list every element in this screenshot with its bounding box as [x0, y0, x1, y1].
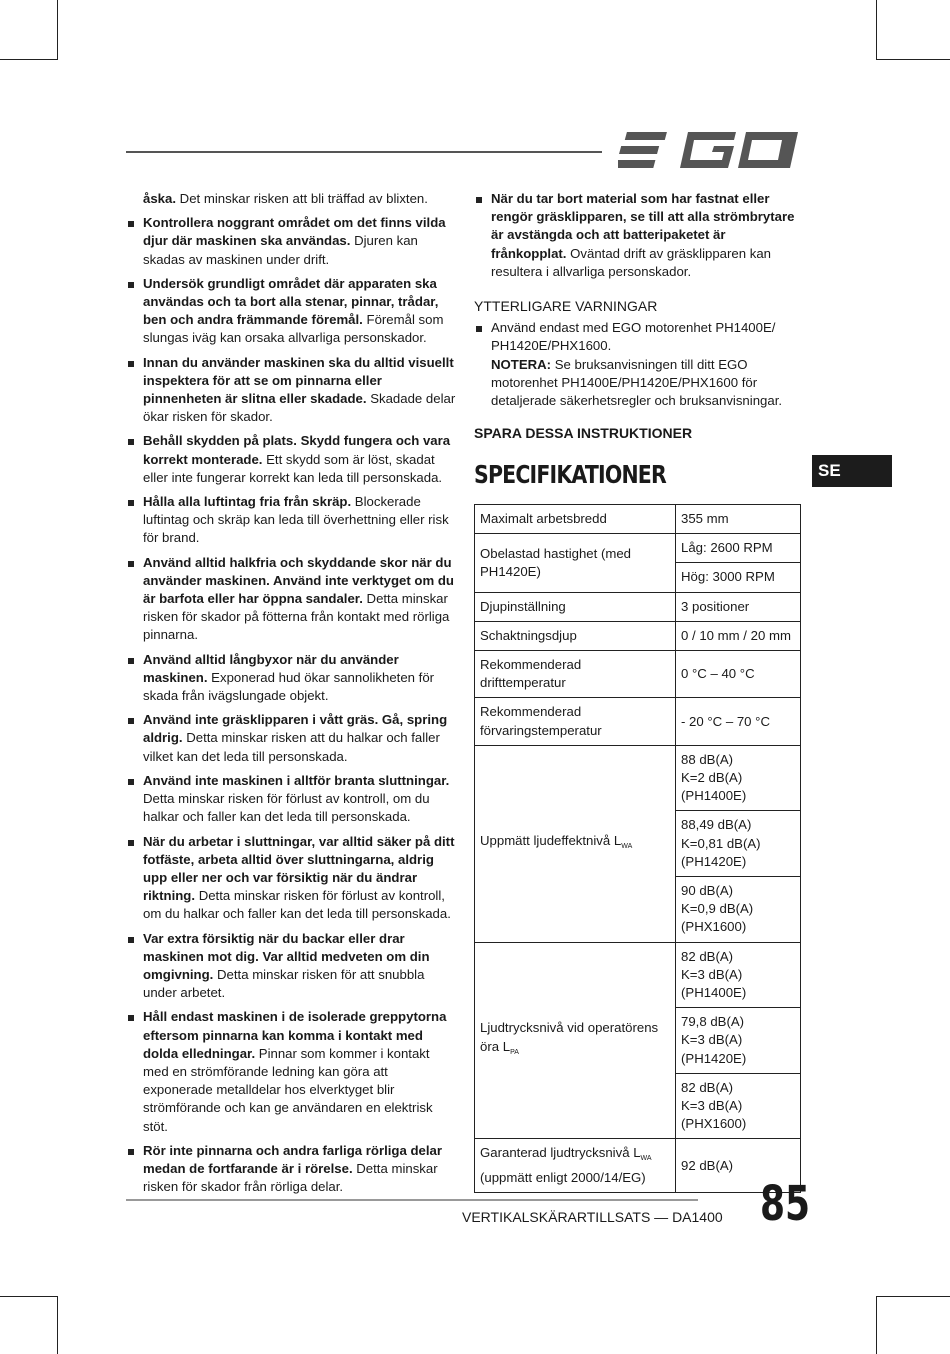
spec-value	[676, 1073, 801, 1139]
spec-value: 3 positioner	[676, 592, 801, 621]
value-line: 82 dB(A)	[681, 1079, 734, 1095]
warning-item	[126, 1142, 456, 1197]
spec-label-text: (uppmätt enligt 2000/14/EG)	[480, 1169, 646, 1185]
footer-rule	[126, 1199, 698, 1201]
warning-item	[126, 554, 456, 645]
table-row	[475, 592, 801, 621]
warning-item	[126, 1008, 456, 1135]
spec-label: Djupinställning	[475, 592, 676, 621]
value-line: K=2 dB(A)	[681, 770, 743, 786]
value-line: K=3 dB(A)	[681, 1032, 743, 1048]
warning-bold: Var extra försiktig när du backar eller drar maskinen mot dig. Var alltid medveten om din omgivning.	[143, 930, 430, 982]
crop-mark	[876, 1296, 950, 1297]
value-line: (PHX1600)	[681, 919, 747, 935]
warning-item	[126, 930, 456, 1003]
left-column	[126, 190, 456, 1202]
spec-value	[676, 745, 801, 811]
warning-text: Oväntad drift av gräsklipparen kan resultera i allvarliga personskador.	[491, 245, 771, 279]
spec-label-text: Garanterad ljudtrycksnivå L	[480, 1145, 641, 1161]
warning-item	[126, 214, 456, 269]
spec-value: - 20 °C – 70 °C	[676, 698, 801, 745]
table-row	[475, 505, 801, 534]
warning-bold: Håll endast maskinen i de isolerade greppytorna eftersom pinnarna kan komma i kontakt med dolda elledningar.	[143, 1009, 447, 1061]
warning-item	[126, 833, 456, 924]
spec-value	[676, 942, 801, 1008]
warning-item	[126, 493, 456, 548]
spec-value: 0 °C – 40 °C	[676, 651, 801, 698]
table-row	[475, 1139, 801, 1192]
warning-bold: Kontrollera noggrant området om det finns vilda djur där maskinen ska användas.	[143, 215, 446, 249]
language-tab: SE	[812, 455, 892, 487]
spec-label-text: Ljudtrycksnivå vid operatörens öra L	[480, 1020, 659, 1054]
warning-text: Skadade delar ökar risken för skador.	[143, 391, 456, 425]
spec-label: Schaktningsdjup	[475, 621, 676, 650]
crop-mark	[876, 59, 950, 60]
spec-label-sub: WA	[640, 1155, 652, 1163]
table-row	[475, 698, 801, 745]
value-line: 88 dB(A)	[681, 751, 734, 767]
table-row	[475, 942, 801, 1008]
value-line: K=3 dB(A)	[681, 966, 743, 982]
spec-label: Obelastad hastighet (med PH1420E)	[475, 534, 676, 592]
crop-mark	[57, 0, 58, 60]
right-column	[474, 190, 802, 442]
spec-label-text: Uppmätt ljudeffektnivå L	[480, 832, 622, 848]
warning-text: Använd endast med EGO motorenhet PH1400E/ PH1420E/PHX1600.	[491, 320, 776, 354]
ego-logo	[618, 128, 800, 172]
warning-item	[126, 711, 456, 766]
specifications-table	[474, 504, 801, 1193]
warning-text: Ett skydd som är löst, skadat eller inte fungerar korrekt kan leda till personskada.	[143, 451, 443, 485]
page-number: 85	[760, 1176, 811, 1232]
spec-value: 355 mm	[676, 505, 801, 534]
spec-value	[676, 1008, 801, 1074]
spec-value: Låg: 2600 RPM	[676, 534, 801, 563]
value-line: K=0,9 dB(A)	[681, 901, 754, 917]
warning-bold: När du tar bort material som har fastnat eller rengör gräsklipparen, se till att alla strömbrytare är avstängda och att batteripaketet är frånkopplat.	[491, 191, 795, 261]
value-line: 82 dB(A)	[681, 948, 734, 964]
specifications-title: SPECIFIKATIONER	[474, 460, 666, 489]
value-line: (PH1400E)	[681, 788, 747, 804]
warning-text: Pinnar som kommer i kontakt med en strömförande ledning kan göra att exponerade metalldelar hos elverktyget blir strömförande och kan ge användaren en elektrisk stöt.	[143, 1045, 433, 1134]
warning-text: Blockerade luftintag och skräp kan leda till överhettning eller risk för brand.	[143, 494, 449, 546]
warning-bold: Använd alltid långbyxor när du använder maskinen.	[143, 651, 399, 685]
value-line: 79,8 dB(A)	[681, 1014, 745, 1030]
intro-text: Det minskar risken att bli träffad av blixten.	[176, 191, 428, 206]
warning-bold: Använd inte maskinen i alltför branta sluttningar.	[143, 772, 450, 788]
spec-value: 0 / 10 mm / 20 mm	[676, 621, 801, 650]
warning-text: Föremål som slungas iväg kan orsaka allvarliga personskador.	[143, 312, 444, 346]
intro-bold: åska.	[143, 191, 177, 206]
crop-mark	[57, 1296, 58, 1354]
value-line: K=3 dB(A)	[681, 1098, 743, 1114]
warning-bold: När du arbetar i sluttningar, var alltid säker på ditt fotfäste, arbeta alltid över sluttningarna, aldrig upp eller ner och var försiktig när du ändrar riktning.	[143, 833, 455, 904]
spec-value: 92 dB(A)	[676, 1139, 801, 1192]
warning-bold: Använd inte gräsklipparen i vått gräs. Gå, spring aldrig.	[143, 712, 448, 746]
spec-label	[475, 1139, 676, 1192]
value-line: 90 dB(A)	[681, 883, 734, 899]
spec-label	[475, 745, 676, 942]
warning-bold: Behåll skydden på plats. Skydd fungera och vara korrekt monterade.	[143, 433, 451, 467]
warning-text: Detta minskar risken att du halkar och faller vilket kan det leda till personskada.	[143, 730, 440, 764]
table-row	[475, 534, 801, 563]
warning-text: Detta minskar risken för förlust av kontroll, om du halkar och faller kan det leda till personskada.	[143, 791, 430, 825]
spec-label: Rekommenderad förvaringstemperatur	[475, 698, 676, 745]
warning-text: Detta minskar risken för att snubbla under arbetet.	[143, 966, 425, 1001]
header-rule	[126, 151, 602, 153]
warning-bold: Undersök grundligt området där apparaten ska användas och ta bort alla stenar, pinnar, trådar, ben och andra främmande föremål.	[143, 275, 439, 328]
warning-item	[126, 354, 456, 427]
warning-text: Djuren kan skadas av maskinen under drift.	[143, 233, 418, 267]
table-row	[475, 651, 801, 698]
warning-item	[474, 190, 802, 281]
intro-paragraph	[126, 190, 456, 208]
value-line: (PH1420E)	[681, 1050, 747, 1066]
warning-text: Exponerad hud ökar sannolikheten för skada från ivägslungade objekt.	[143, 669, 435, 704]
table-row	[475, 621, 801, 650]
table-row	[475, 745, 801, 811]
value-line: K=0,81 dB(A)	[681, 835, 761, 851]
crop-mark	[876, 0, 877, 60]
value-line: 88,49 dB(A)	[681, 817, 752, 833]
value-line: (PHX1600)	[681, 1116, 747, 1132]
spec-label-sub: WA	[621, 842, 633, 850]
spec-value: Hög: 3000 RPM	[676, 563, 801, 592]
note-label: NOTERA:	[491, 356, 552, 372]
spec-label: Rekommenderad drifttemperatur	[475, 651, 676, 698]
warning-bold: Rör inte pinnarna och andra farliga rörliga delar medan de fortfarande är i rörelse.	[143, 1142, 442, 1176]
warning-text: Detta minskar risken för förlust av kontroll, om du halkar och faller kan det leda till personskada.	[143, 888, 451, 922]
spec-label	[475, 942, 676, 1139]
warning-item	[126, 432, 456, 487]
spec-value	[676, 877, 801, 943]
warning-item	[474, 319, 802, 410]
footer-title: VERTIKALSKÄRARTILLSATS — DA1400	[462, 1209, 723, 1225]
warning-item	[126, 772, 456, 827]
save-instructions-heading: SPARA DESSA INSTRUKTIONER	[474, 425, 693, 442]
value-line: (PH1400E)	[681, 985, 747, 1001]
crop-mark	[0, 1296, 58, 1297]
warning-item	[126, 275, 456, 348]
warning-text: Detta minskar risken för skador på fötterna från kontakt med rörliga pinnarna.	[143, 591, 450, 643]
warning-bold: Använd alltid halkfria och skyddande skor när du använder maskinen. Använd inte verktyget om du är barfota eller har öppna sandaler.	[143, 554, 454, 607]
warning-text: Detta minskar risken för skador från rörliga delar.	[143, 1160, 438, 1195]
warning-item	[126, 651, 456, 706]
note-text: Se bruksanvisningen till ditt EGO motorenhet PH1400E/PH1420E/PHX1600 för detaljerade säkerhetsregler och bruksanvisningar.	[491, 356, 783, 409]
spec-label: Maximalt arbetsbredd	[475, 505, 676, 534]
warning-bold: Innan du använder maskinen ska du alltid visuellt inspektera för att se om pinnarna eller pinnenheten är slitna eller skadade.	[143, 354, 454, 407]
value-line: (PH1420E)	[681, 853, 747, 869]
warning-bold: Hålla alla luftintag fria från skräp.	[143, 494, 352, 510]
spec-label-sub: PA	[510, 1048, 519, 1056]
spec-value	[676, 811, 801, 877]
crop-mark	[0, 59, 58, 60]
crop-mark	[876, 1296, 877, 1354]
section-heading: YTTERLIGARE VARNINGAR	[474, 298, 658, 315]
